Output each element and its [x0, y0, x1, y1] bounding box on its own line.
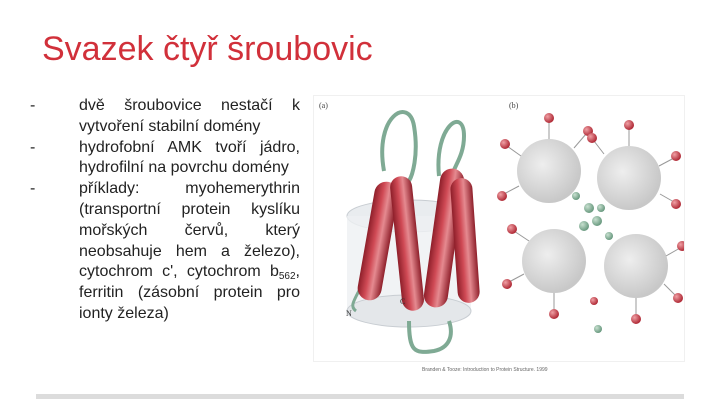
- bullet-text: dvě šroubovice nestačí k vytvoření stabilní domény: [79, 97, 300, 135]
- c-terminus-label: C: [400, 297, 406, 306]
- bullet-marker: -: [30, 180, 36, 198]
- helical-wheel-diagram: [497, 113, 684, 333]
- n-terminus-label: N: [346, 309, 352, 318]
- bullet-item: [30, 179, 300, 325]
- bullet-text-continued: , ferritin (zásobní protein pro ionty železa): [79, 263, 300, 322]
- bullet-text: hydrofobní AMK tvoří jádro, hydrofilní na povrchu domény: [79, 138, 300, 177]
- bullet-marker: -: [30, 138, 36, 156]
- panel-a-label: (a): [319, 101, 328, 110]
- figure-caption: Branden & Tooze: Introduction to Protein Structure. 1999: [422, 367, 548, 373]
- protein-figure: [313, 95, 685, 362]
- loop-top-left: [382, 112, 416, 181]
- bullet-text: příklady: myohemerythrin (transportní protein kyslíku mořských červů, který neobsahuje hem a železo), cytochrom c', cytochrom b: [79, 180, 300, 281]
- loop-top-right: [438, 122, 464, 176]
- four-helix-bundle-illustration: [314, 96, 684, 361]
- helix-wheel-top-left: [517, 139, 581, 203]
- bullet-item: [30, 96, 300, 138]
- helix-wheel-bottom-left: [522, 229, 586, 293]
- bullet-marker: -: [30, 97, 36, 114]
- bullet-list: [30, 96, 300, 325]
- helix-wheel-top-right: [597, 146, 661, 210]
- slide-title: Svazek čtyř šroubovic: [42, 30, 373, 68]
- bullet-item: [30, 138, 300, 180]
- helix-wheel-bottom-right: [604, 234, 668, 298]
- panel-b-label: (b): [509, 101, 519, 110]
- footer-bar: [36, 394, 684, 399]
- bullet-subscript: 562: [278, 271, 296, 283]
